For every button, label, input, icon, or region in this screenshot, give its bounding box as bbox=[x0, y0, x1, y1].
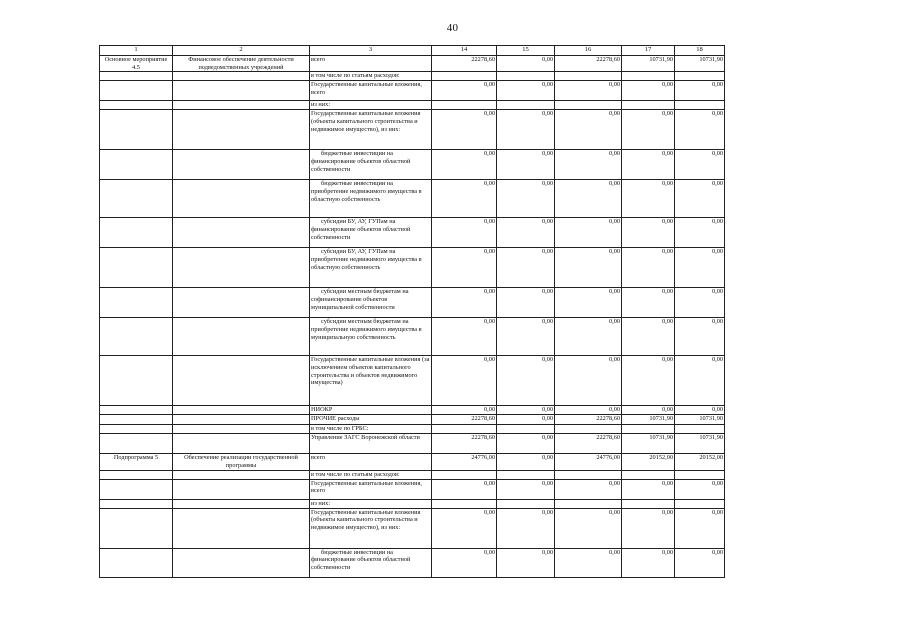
amount-cell: 0,00 bbox=[432, 508, 497, 548]
amount-cell bbox=[432, 72, 497, 81]
section-name: Финансовое обеспечение деятельности подведомственных учреждений bbox=[173, 56, 310, 72]
empty-cell bbox=[173, 318, 310, 356]
empty-cell bbox=[173, 72, 310, 81]
amount-cell bbox=[675, 72, 725, 81]
amount-cell: 0,00 bbox=[622, 110, 675, 150]
empty-cell bbox=[100, 218, 173, 248]
amount-cell bbox=[497, 72, 555, 81]
amount-cell: 0,00 bbox=[432, 150, 497, 180]
section-code: Подпрограмма 5 bbox=[100, 454, 173, 470]
amount-cell: 0,00 bbox=[497, 356, 555, 406]
amount-cell: 0,00 bbox=[497, 548, 555, 577]
amount-cell: 0,00 bbox=[622, 248, 675, 288]
amount-cell bbox=[622, 72, 675, 81]
amount-cell bbox=[675, 499, 725, 508]
empty-cell bbox=[100, 150, 173, 180]
amount-cell: 0,00 bbox=[555, 318, 622, 356]
amount-cell bbox=[675, 425, 725, 434]
amount-cell: 0,00 bbox=[622, 81, 675, 101]
amount-cell: 24776,00 bbox=[432, 454, 497, 470]
amount-cell bbox=[497, 499, 555, 508]
amount-cell bbox=[555, 470, 622, 479]
amount-cell: 0,00 bbox=[555, 81, 622, 101]
table-row bbox=[100, 110, 725, 150]
amount-cell: 0,00 bbox=[675, 110, 725, 150]
amount-cell: 0,00 bbox=[555, 218, 622, 248]
empty-cell bbox=[173, 101, 310, 110]
table-row bbox=[100, 479, 725, 499]
amount-cell: 0,00 bbox=[497, 218, 555, 248]
amount-cell: 0,00 bbox=[497, 56, 555, 72]
section-name: Обеспечение реализации государственной программы bbox=[173, 454, 310, 470]
table-row bbox=[100, 499, 725, 508]
amount-cell bbox=[555, 425, 622, 434]
budget-table bbox=[99, 45, 725, 578]
amount-cell: 0,00 bbox=[432, 180, 497, 218]
expense-label: в том числе по статьям расходов: bbox=[310, 72, 432, 81]
amount-cell: 0,00 bbox=[497, 81, 555, 101]
empty-cell bbox=[100, 479, 173, 499]
amount-cell bbox=[555, 499, 622, 508]
amount-cell bbox=[675, 101, 725, 110]
empty-cell bbox=[100, 318, 173, 356]
header-row bbox=[100, 46, 725, 56]
expense-label: ПРОЧИЕ расходы bbox=[310, 415, 432, 425]
expense-label: из них: bbox=[310, 101, 432, 110]
amount-cell: 0,00 bbox=[432, 548, 497, 577]
amount-cell: 0,00 bbox=[675, 406, 725, 415]
empty-cell bbox=[100, 425, 173, 434]
empty-cell bbox=[173, 499, 310, 508]
amount-cell: 24776,00 bbox=[555, 454, 622, 470]
empty-cell bbox=[173, 218, 310, 248]
table-row bbox=[100, 101, 725, 110]
empty-cell bbox=[173, 180, 310, 218]
column-header: 18 bbox=[675, 46, 725, 56]
empty-cell bbox=[173, 150, 310, 180]
table-body bbox=[100, 56, 725, 578]
amount-cell: 22278,60 bbox=[555, 56, 622, 72]
amount-cell: 10731,90 bbox=[622, 415, 675, 425]
column-header: 15 bbox=[497, 46, 555, 56]
expense-label: Управление ЗАГС Воронежской области bbox=[310, 434, 432, 454]
column-header: 2 bbox=[173, 46, 310, 56]
column-header: 16 bbox=[555, 46, 622, 56]
table-row bbox=[100, 406, 725, 415]
amount-cell: 22278,60 bbox=[555, 415, 622, 425]
empty-cell bbox=[100, 470, 173, 479]
empty-cell bbox=[100, 406, 173, 415]
table-row bbox=[100, 288, 725, 318]
expense-label: Государственные капитальные вложения, всего bbox=[310, 479, 432, 499]
expense-label: субсидии БУ, АУ, ГУПам на приобретение недвижимого имущества в областную собственность bbox=[310, 248, 432, 288]
amount-cell bbox=[555, 72, 622, 81]
amount-cell bbox=[497, 101, 555, 110]
amount-cell: 0,00 bbox=[555, 150, 622, 180]
expense-label: Государственные капитальные вложения (за исключением объектов капитального строительства и объектов недвижимого имущества) bbox=[310, 356, 432, 406]
table-row bbox=[100, 218, 725, 248]
empty-cell bbox=[173, 479, 310, 499]
amount-cell bbox=[432, 101, 497, 110]
table-row bbox=[100, 318, 725, 356]
empty-cell bbox=[173, 288, 310, 318]
amount-cell bbox=[432, 470, 497, 479]
empty-cell bbox=[173, 415, 310, 425]
amount-cell: 0,00 bbox=[555, 110, 622, 150]
amount-cell bbox=[432, 499, 497, 508]
table-row bbox=[100, 415, 725, 425]
empty-cell bbox=[100, 434, 173, 454]
expense-label: бюджетные инвестиции на финансирование объектов областной собственности bbox=[310, 150, 432, 180]
amount-cell: 0,00 bbox=[497, 454, 555, 470]
amount-cell: 0,00 bbox=[497, 318, 555, 356]
amount-cell: 20152,00 bbox=[622, 454, 675, 470]
empty-cell bbox=[173, 406, 310, 415]
expense-label: субсидии БУ, АУ, ГУПам на финансирование объектов областной собственности bbox=[310, 218, 432, 248]
amount-cell: 10731,90 bbox=[622, 56, 675, 72]
column-header: 3 bbox=[310, 46, 432, 56]
expense-label: субсидии местным бюджетам на приобретение недвижимого имущества в муниципальную собственность bbox=[310, 318, 432, 356]
table-row bbox=[100, 548, 725, 577]
amount-cell: 0,00 bbox=[622, 218, 675, 248]
amount-cell: 0,00 bbox=[555, 356, 622, 406]
empty-cell bbox=[173, 508, 310, 548]
empty-cell bbox=[173, 248, 310, 288]
amount-cell: 0,00 bbox=[497, 415, 555, 425]
amount-cell: 0,00 bbox=[675, 318, 725, 356]
table-row bbox=[100, 248, 725, 288]
expense-label: бюджетные инвестиции на финансирование объектов областной собственности bbox=[310, 548, 432, 577]
amount-cell: 10731,90 bbox=[675, 434, 725, 454]
amount-cell: 0,00 bbox=[432, 81, 497, 101]
amount-cell: 0,00 bbox=[622, 548, 675, 577]
amount-cell: 0,00 bbox=[675, 288, 725, 318]
amount-cell: 22278,60 bbox=[555, 434, 622, 454]
empty-cell bbox=[100, 288, 173, 318]
amount-cell: 0,00 bbox=[555, 288, 622, 318]
amount-cell: 0,00 bbox=[675, 218, 725, 248]
amount-cell: 0,00 bbox=[622, 150, 675, 180]
table-row bbox=[100, 508, 725, 548]
table-row bbox=[100, 434, 725, 454]
amount-cell bbox=[622, 470, 675, 479]
empty-cell bbox=[100, 81, 173, 101]
amount-cell: 0,00 bbox=[497, 479, 555, 499]
amount-cell: 0,00 bbox=[432, 479, 497, 499]
amount-cell: 0,00 bbox=[675, 180, 725, 218]
amount-cell: 0,00 bbox=[555, 548, 622, 577]
amount-cell bbox=[555, 101, 622, 110]
empty-cell bbox=[100, 356, 173, 406]
amount-cell: 0,00 bbox=[622, 508, 675, 548]
section-code: Основное мероприятие 4.5 bbox=[100, 56, 173, 72]
empty-cell bbox=[173, 548, 310, 577]
column-header: 14 bbox=[432, 46, 497, 56]
amount-cell: 20152,00 bbox=[675, 454, 725, 470]
expense-label: в том числе по статьям расходов: bbox=[310, 470, 432, 479]
amount-cell: 10731,90 bbox=[622, 434, 675, 454]
amount-cell: 0,00 bbox=[497, 508, 555, 548]
column-header: 17 bbox=[622, 46, 675, 56]
table-row bbox=[100, 81, 725, 101]
amount-cell bbox=[432, 425, 497, 434]
expense-label: НИОКР bbox=[310, 406, 432, 415]
expense-label: бюджетные инвестиции на приобретение недвижимого имущества в областную собственность bbox=[310, 180, 432, 218]
expense-label: субсидии местным бюджетам на софинансирование объектов муниципальной собственности bbox=[310, 288, 432, 318]
amount-cell: 0,00 bbox=[622, 288, 675, 318]
amount-cell: 22278,60 bbox=[432, 415, 497, 425]
amount-cell: 10731,90 bbox=[675, 56, 725, 72]
amount-cell: 0,00 bbox=[622, 318, 675, 356]
amount-cell: 0,00 bbox=[555, 248, 622, 288]
amount-cell: 0,00 bbox=[555, 479, 622, 499]
expense-label: всего bbox=[310, 56, 432, 72]
empty-cell bbox=[100, 110, 173, 150]
amount-cell: 0,00 bbox=[497, 110, 555, 150]
amount-cell: 0,00 bbox=[622, 479, 675, 499]
expense-label: Государственные капитальные вложения, всего bbox=[310, 81, 432, 101]
table-row bbox=[100, 180, 725, 218]
amount-cell: 0,00 bbox=[497, 288, 555, 318]
amount-cell: 0,00 bbox=[432, 318, 497, 356]
column-header: 1 bbox=[100, 46, 173, 56]
empty-cell bbox=[100, 499, 173, 508]
empty-cell bbox=[173, 110, 310, 150]
amount-cell: 0,00 bbox=[432, 110, 497, 150]
table-row bbox=[100, 56, 725, 72]
amount-cell: 0,00 bbox=[497, 248, 555, 288]
amount-cell bbox=[497, 470, 555, 479]
empty-cell bbox=[100, 548, 173, 577]
amount-cell bbox=[622, 101, 675, 110]
amount-cell: 0,00 bbox=[675, 248, 725, 288]
amount-cell: 0,00 bbox=[432, 406, 497, 415]
empty-cell bbox=[173, 356, 310, 406]
expense-label: Государственные капитальные вложения (объекты капитального строительства и недвижимое имущество), из них: bbox=[310, 110, 432, 150]
amount-cell: 0,00 bbox=[555, 180, 622, 218]
amount-cell: 0,00 bbox=[555, 406, 622, 415]
empty-cell bbox=[100, 180, 173, 218]
table-row bbox=[100, 356, 725, 406]
table-row bbox=[100, 454, 725, 470]
amount-cell: 0,00 bbox=[675, 81, 725, 101]
empty-cell bbox=[100, 72, 173, 81]
amount-cell: 0,00 bbox=[497, 150, 555, 180]
empty-cell bbox=[173, 434, 310, 454]
amount-cell: 0,00 bbox=[497, 434, 555, 454]
expense-label: всего bbox=[310, 454, 432, 470]
amount-cell: 0,00 bbox=[675, 150, 725, 180]
amount-cell: 0,00 bbox=[622, 406, 675, 415]
amount-cell: 0,00 bbox=[675, 479, 725, 499]
expense-label: из них: bbox=[310, 499, 432, 508]
amount-cell: 0,00 bbox=[432, 288, 497, 318]
amount-cell: 0,00 bbox=[622, 180, 675, 218]
amount-cell bbox=[497, 425, 555, 434]
expense-label: в том числе по ГРБС: bbox=[310, 425, 432, 434]
amount-cell: 0,00 bbox=[675, 508, 725, 548]
amount-cell: 22278,60 bbox=[432, 434, 497, 454]
table-row bbox=[100, 425, 725, 434]
empty-cell bbox=[173, 470, 310, 479]
empty-cell bbox=[100, 248, 173, 288]
amount-cell: 0,00 bbox=[432, 248, 497, 288]
amount-cell bbox=[675, 470, 725, 479]
empty-cell bbox=[173, 425, 310, 434]
amount-cell: 0,00 bbox=[675, 548, 725, 577]
amount-cell: 0,00 bbox=[622, 356, 675, 406]
amount-cell: 0,00 bbox=[555, 508, 622, 548]
table-row bbox=[100, 72, 725, 81]
amount-cell: 0,00 bbox=[497, 180, 555, 218]
amount-cell: 0,00 bbox=[432, 218, 497, 248]
empty-cell bbox=[173, 81, 310, 101]
empty-cell bbox=[100, 101, 173, 110]
page-number: 40 bbox=[446, 22, 459, 34]
amount-cell bbox=[622, 499, 675, 508]
amount-cell bbox=[622, 425, 675, 434]
table-row bbox=[100, 470, 725, 479]
amount-cell: 0,00 bbox=[432, 356, 497, 406]
expense-label: Государственные капитальные вложения (объекты капитального строительства и недвижимое имущество), из них: bbox=[310, 508, 432, 548]
amount-cell: 0,00 bbox=[675, 356, 725, 406]
empty-cell bbox=[100, 415, 173, 425]
amount-cell: 22278,60 bbox=[432, 56, 497, 72]
empty-cell bbox=[100, 508, 173, 548]
table-row bbox=[100, 150, 725, 180]
amount-cell: 10731,90 bbox=[675, 415, 725, 425]
amount-cell: 0,00 bbox=[497, 406, 555, 415]
